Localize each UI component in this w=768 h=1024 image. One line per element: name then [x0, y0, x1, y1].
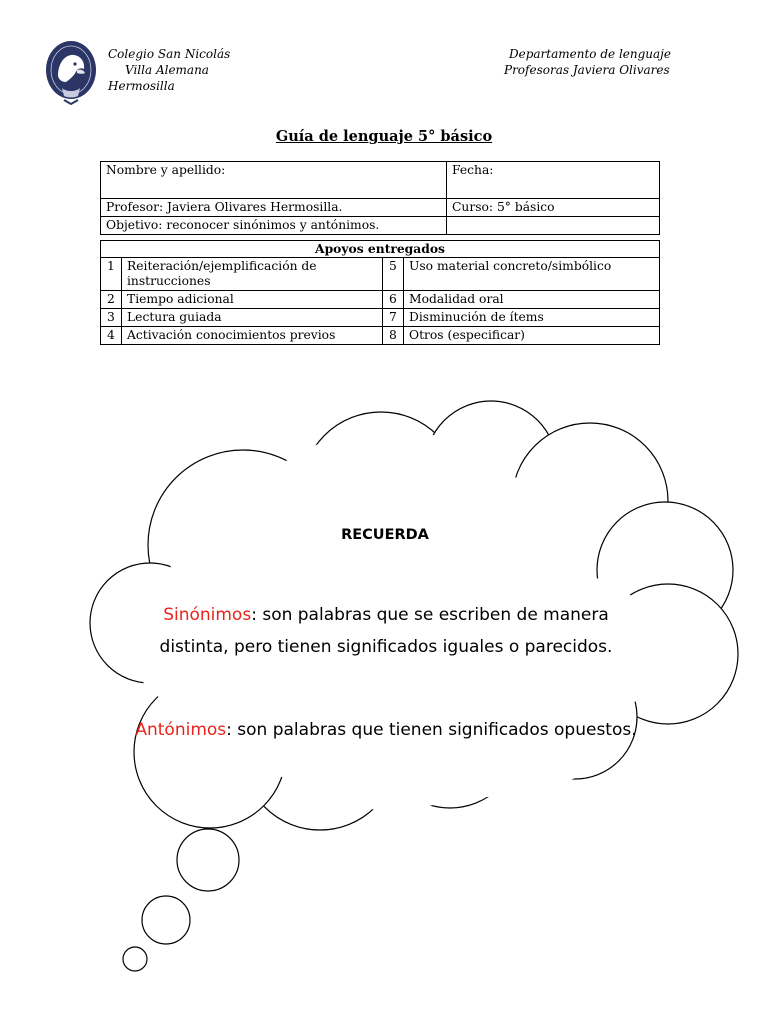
- support-number: 6: [383, 291, 404, 309]
- school-name-cont: Hermosilla: [108, 79, 175, 93]
- course-cell: Curso: 5° básico: [447, 199, 660, 217]
- support-label: Otros (especificar): [404, 327, 660, 345]
- synonym-term: Sinónimos: [163, 605, 252, 625]
- support-number: 3: [101, 309, 122, 327]
- teacher-cell: Profesor: Javiera Olivares Hermosilla.: [101, 199, 447, 217]
- antonym-term: Antónimos: [135, 720, 227, 740]
- support-label: Activación conocimientos previos: [122, 327, 383, 345]
- school-name: Colegio San Nicolás: [108, 47, 231, 61]
- support-label: Tiempo adicional: [122, 291, 383, 309]
- page-title: Guía de lenguaje 5° básico: [275, 128, 493, 145]
- supports-heading: Apoyos entregados: [101, 241, 660, 258]
- synonym-definition-line1: [96, 605, 676, 625]
- date-field-label[interactable]: Fecha:: [447, 162, 660, 199]
- teachers-name: Profesoras Javiera Olivares: [504, 63, 670, 77]
- support-label: Disminución de ítems: [404, 309, 660, 327]
- support-number: 4: [101, 327, 122, 345]
- support-number: 7: [383, 309, 404, 327]
- antonym-definition: [96, 720, 676, 740]
- support-number: 1: [101, 258, 122, 291]
- synonym-definition-line2: distinta, pero tienen significados iguales o parecidos.: [159, 637, 613, 657]
- name-field-label[interactable]: Nombre y apellido:: [101, 162, 447, 199]
- support-number: 5: [383, 258, 404, 291]
- department-name: Departamento de lenguaje: [509, 47, 671, 61]
- objective-cell: Objetivo: reconocer sinónimos y antónimos.: [101, 217, 447, 235]
- school-city: Villa Alemana: [125, 63, 209, 77]
- support-label: Reiteración/ejemplificación de instrucciones: [122, 258, 383, 291]
- support-number: 8: [383, 327, 404, 345]
- support-label: Modalidad oral: [404, 291, 660, 309]
- support-label: Lectura guiada: [122, 309, 383, 327]
- cloud-heading: RECUERDA: [341, 527, 429, 543]
- antonym-definition-text: : son palabras que tienen significados opuestos.: [226, 720, 637, 740]
- support-label: Uso material concreto/simbólico: [404, 258, 660, 291]
- support-number: 2: [101, 291, 122, 309]
- synonym-definition-text: : son palabras que se escriben de manera: [251, 605, 609, 625]
